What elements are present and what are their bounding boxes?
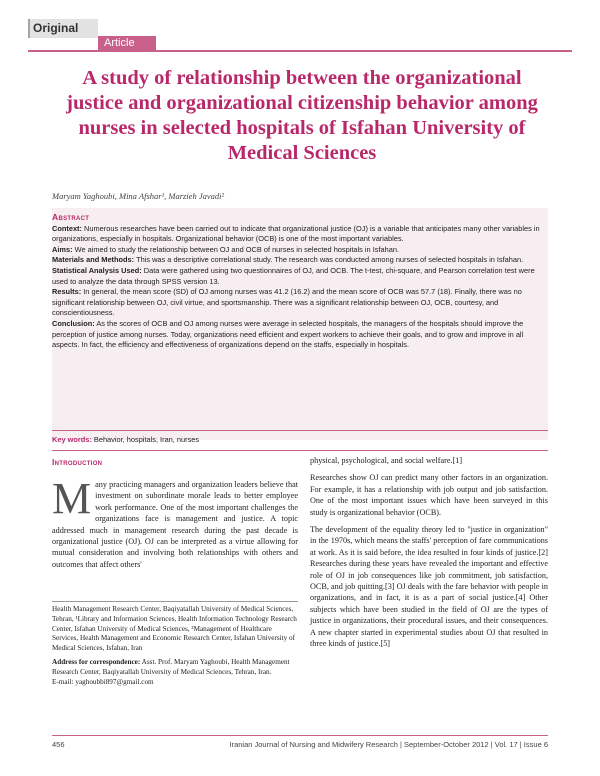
affiliation-rule xyxy=(52,601,298,602)
intro-paragraph-1: Many practicing managers and organization leaders believe that investment on subordinate morale leads to better employee work performance. One of the most important challenges the organizations face is management and justice. A topic addressed much in management research during the past decade is organizational justice (OJ). OJ can be interpreted as a virtue allowing for mutual consideration and involving both relationships with others and outcomes that affect others' xyxy=(52,474,298,569)
keywords-rule-bottom xyxy=(52,450,548,451)
drop-cap: M xyxy=(52,474,92,523)
body-column-left xyxy=(52,474,298,576)
article-type-subtab: Article xyxy=(98,36,156,51)
abstract-conclusion: Conclusion: As the scores of OCB and OJ among nurses were average in selected hospitals, the managers of the hospitals should improve the perception of justice among nurses. Today, organizations need efficient and expert workers to achieve their goals, and to grow and improve in all aspects. In fact, the efficiency and effectiveness of organizations depend on the staffs, especially in hospitals. xyxy=(52,318,524,350)
abstract-heading: Abstract xyxy=(52,212,90,222)
affiliations xyxy=(52,605,298,691)
author-list: Maryam Yaghoubi, Mina Afshar¹, Marzieh Javadi² xyxy=(52,191,225,201)
abstract-results: Results: In general, the mean score (SD) of OJ among nurses was 41.2 (16.2) and the mean score of OCB was 57.7 (18). Finally, there was no significant relationship between OJ, civil virtue, and sportsmanship. There was a significant relationship between OJ, OCB, courtesy, and conscientiousness. xyxy=(52,287,522,318)
abstract-stats: Statistical Analysis Used: Data were gathered using two questionnaires of OJ, and OCB. The t-test, chi-square, and Pearson correlation test were used to analyze the data through SPSS version 13. xyxy=(52,265,535,286)
keywords-label: Key words: xyxy=(52,435,92,444)
abstract-methods: Materials and Methods: This was a descriptive correlational study. The research was conducted among nurses of selected hospitals in Isfahan. xyxy=(52,255,524,265)
intro-paragraph-continued: physical, psychological, and social welfare.[1] xyxy=(310,456,463,465)
keywords-text: Behavior, hospitals, Iran, nurses xyxy=(93,435,200,444)
email: E-mail: yaghoubbi897@gmail.com xyxy=(52,677,154,686)
journal-citation: Iranian Journal of Nursing and Midwifery Research | September-October 2012 | Vol. 17 | Issue 6 xyxy=(229,740,548,749)
affiliation-text: Health Management Research Center, Baqiyatallah University of Medical Sciences, Tehran, ¹Library and Information Sciences, Health Information Technology Research Center, Isfahan University of Medical Sciences, ²Management of Healthcare Services, Health Management and Economic Research Center, Isfahan University of Medical Sciences, Isfahan, Iran xyxy=(52,605,297,653)
intro-paragraph-2: Researches show OJ can predict many other factors in an organization. For example, it has a relationship with job output and job satisfaction. One of the most important issues which have been surveyed in this study is organizational behavior (OCB). xyxy=(310,473,548,517)
body-column-right xyxy=(310,455,548,656)
paper-title: A study of relationship between the organizational justice and organizational citizenship behavior among nurses in selected hospitals of Isfahan University of Medical Sciences xyxy=(66,67,538,164)
introduction-heading: Introduction xyxy=(52,457,103,467)
abstract-context: Context: Numerous researches have been carried out to indicate that organizational justice (OJ) is a variable that anticipates many other variables in organizations, especially in hospitals. Organizational behavior (OCB) is one of the most important variables. xyxy=(52,223,540,244)
page-number: 456 xyxy=(52,740,65,749)
header-rule xyxy=(28,50,572,52)
abstract xyxy=(52,212,548,351)
keywords-rule-top xyxy=(52,430,548,431)
intro-paragraph-3: The development of the equality theory led to "justice in organization" in the 1970s, which means the staffs' perception of fare communications at work. As it is said before, the idea resulted in four kinds of justice.[2] Researches during these years have revealed the important and effective role of OJ in job consequences like job commitment, job satisfaction, OCB, and job quitting.[3] OJ deals with the fare behavior with people in organizations, and in fact, it is as a part of social justice.[4] Other subjects which have been studied in the field of OJ are the types of justice in organizations, their procedural issues, and their consequences. A new chapter started in experimental studies about OJ that resulted in three kinds of justice.[5] xyxy=(310,525,548,649)
keywords xyxy=(52,435,548,444)
correspondence: Address for correspondence: Asst. Prof. Maryam Yaghoubi, Health Management Research Center, Baqiyatallah University of Medical Sciences, Tehran, Iran. E-mail: yaghoubbi897@gmail.com xyxy=(52,657,290,686)
footer-rule xyxy=(52,735,548,736)
article-type-tab: Original xyxy=(28,19,98,38)
abstract-aims: Aims: We aimed to study the relationship between OJ and OCB of nurses in selected hospitals in Isfahan. xyxy=(52,244,400,254)
